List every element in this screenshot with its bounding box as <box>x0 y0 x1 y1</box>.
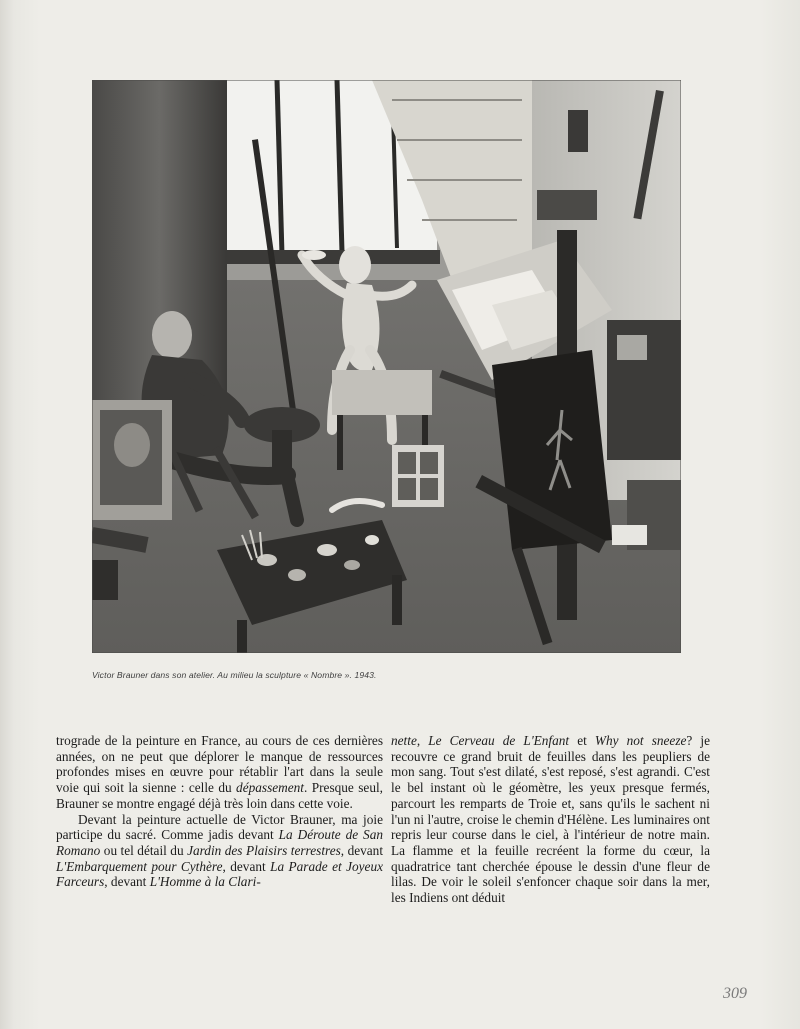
text-run: ? je recouvre ce grand bruit de feuilles dans les peupliers de mon sang. Tout s'est dilaté, s'est reposé, s'est agrandi. C'est le bel instant où le géomètre, les yeux presque fermés, parcourt les remparts de Troie et, sans qu'ils le sachent ni l'un ni l'autre, croise le chemin d'Hélène. Les luminaires ont repris leur course dans le ciel, à l'intérieur de notre main. La flamme et la feuille recréent la forme du cœur, la quadratrice tant cherchée épouse le dessin d'une fleur de lilas. De voir le soleil s'enfoncer chaque soir dans la mer, les Indiens ont déduit <box>391 733 711 906</box>
italic-title: L'Homme à la Clari- <box>149 874 261 890</box>
italic-text: dépassement <box>236 780 304 796</box>
text-run: . Presque seul, Brauner se montre engagé déjà très loin dans cette voie. <box>56 780 383 811</box>
photograph-artist-studio <box>92 80 681 653</box>
text-run: ou tel détail du <box>103 842 184 858</box>
italic-title: Jardin des Plaisirs terrestres <box>187 842 341 858</box>
text-run: , devant <box>104 874 147 890</box>
text-column-left <box>56 733 383 890</box>
text-run: et <box>577 733 587 748</box>
text-run: Devant la peinture actuelle de Victor Brauner, ma joie participe du sacré. Comme jadis devant <box>56 811 383 843</box>
italic-title: Why not sneeze <box>594 733 687 748</box>
text-run: trograde de la peinture en France, au cours de ces dernières années, on ne peut que déplorer le manque de ressources profondes mises en œuvre pour rétablir l'art dans la seule voie qui soit la sienne : celle du <box>56 733 383 796</box>
text-run: , <box>416 733 421 748</box>
studio-photo-illustration <box>92 80 681 653</box>
paragraph <box>56 812 383 891</box>
text-run: , devant <box>222 858 266 874</box>
italic-title: Le Cerveau de L'Enfant <box>428 733 570 748</box>
text-column-right <box>391 733 710 906</box>
paragraph <box>391 733 710 906</box>
italic-title: La Parade et Joyeux Farceurs <box>56 858 383 890</box>
page-number: 309 <box>723 985 747 1002</box>
italic-title: nette <box>391 733 417 748</box>
italic-title: L'Embarquement pour Cythère <box>56 858 223 874</box>
italic-title: La Déroute de San Romano <box>56 827 383 858</box>
paragraph <box>56 733 383 812</box>
text-run: , devant <box>340 842 384 858</box>
small-painting-floor <box>392 445 444 507</box>
photo-caption: Victor Brauner dans son atelier. Au milieu la sculpture « Nombre ». 1943. <box>92 670 377 680</box>
